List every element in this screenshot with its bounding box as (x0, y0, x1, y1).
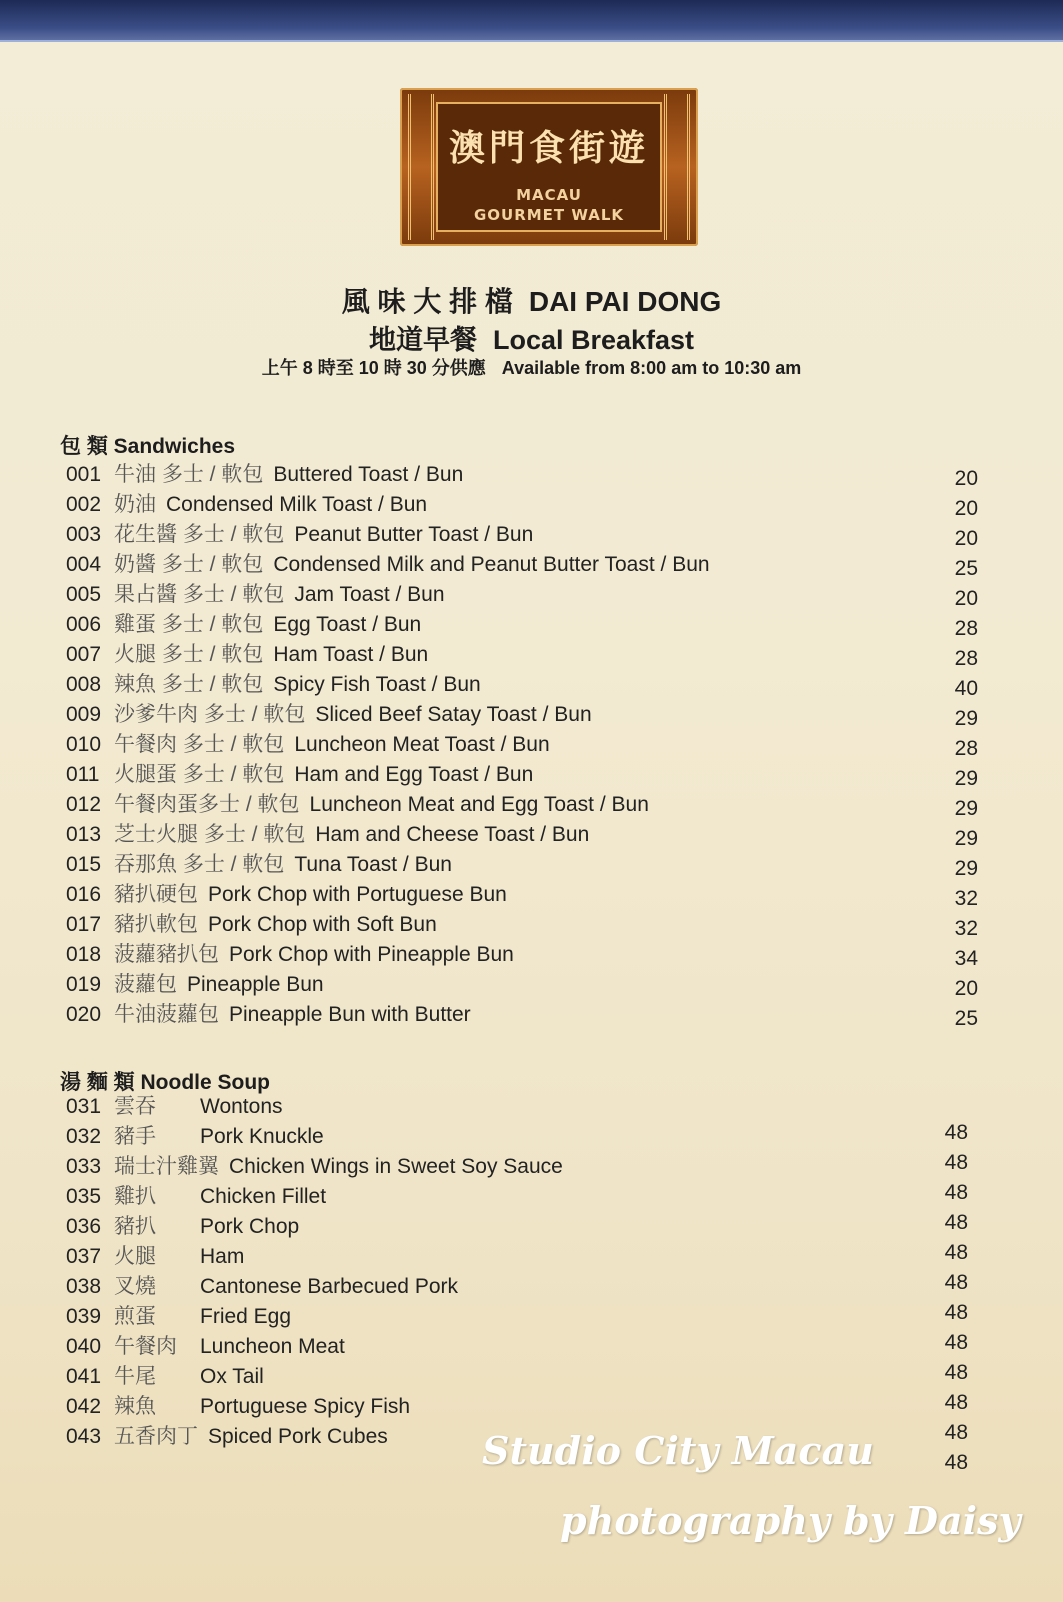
item-code: 040 (66, 1335, 102, 1358)
item-code: 038 (66, 1275, 102, 1298)
section-title-sandwiches: 包 類 Sandwiches (60, 435, 236, 458)
item-chinese-name: 煎蛋 (114, 1305, 156, 1328)
item-code: 002 (66, 493, 102, 516)
item-price: 48 (944, 1241, 968, 1264)
menu-item (66, 490, 1006, 520)
item-english-name: Peanut Butter Toast / Bun (294, 523, 534, 546)
item-price: 48 (944, 1181, 968, 1204)
item-english-name: Condensed Milk Toast / Bun (166, 493, 428, 516)
sandwich-list (66, 460, 1006, 1030)
item-code: 016 (66, 883, 102, 906)
menu-item (66, 1092, 1006, 1122)
menu-item (66, 1392, 1006, 1422)
logo-plaque (436, 102, 662, 232)
item-price: 48 (944, 1121, 968, 1144)
item-price: 48 (944, 1451, 968, 1474)
menu-item (66, 1182, 1006, 1212)
noodle-soup-list (66, 1092, 1006, 1452)
item-code: 004 (66, 553, 102, 576)
item-chinese-name: 菠蘿包 (114, 973, 177, 996)
item-code: 017 (66, 913, 102, 936)
item-english-name: Pork Chop with Pineapple Bun (229, 943, 514, 966)
item-code: 019 (66, 973, 102, 996)
menu-item (66, 580, 1006, 610)
item-code: 012 (66, 793, 102, 816)
menu-item (66, 520, 1006, 550)
item-chinese-name: 叉燒 (114, 1275, 156, 1298)
item-chinese-name: 辣魚 (114, 1395, 156, 1418)
item-chinese-name: 五香肉丁 (114, 1425, 198, 1448)
item-code: 020 (66, 1003, 102, 1026)
item-price: 28 (954, 617, 978, 640)
menu-item (66, 970, 1006, 1000)
restaurant-title (0, 280, 1063, 320)
item-chinese-name: 午餐肉 多士 / 軟包 (114, 733, 285, 756)
menu-item (66, 1272, 1006, 1302)
item-price: 25 (954, 1007, 978, 1030)
menu-item (66, 850, 1006, 880)
logo-chinese-text: 澳門食街遊 (448, 127, 649, 169)
item-price: 48 (944, 1271, 968, 1294)
item-chinese-name: 牛油菠蘿包 (114, 1003, 219, 1026)
item-chinese-name: 豬扒軟包 (114, 913, 198, 936)
item-code: 037 (66, 1245, 102, 1268)
item-code: 010 (66, 733, 102, 756)
item-english-name: Pineapple Bun (187, 973, 324, 996)
item-chinese-name: 牛尾 (114, 1365, 156, 1388)
menu-item (66, 670, 1006, 700)
item-english-name: Pork Chop (200, 1215, 300, 1238)
item-english-name: Condensed Milk and Peanut Butter Toast / Bun (273, 553, 710, 576)
item-english-name: Cantonese Barbecued Pork (200, 1275, 458, 1298)
item-price: 20 (954, 497, 978, 520)
item-code: 005 (66, 583, 102, 606)
item-english-name: Pineapple Bun with Butter (229, 1003, 471, 1026)
item-english-name: Jam Toast / Bun (294, 583, 445, 606)
item-code: 031 (66, 1095, 102, 1118)
item-english-name: Egg Toast / Bun (273, 613, 422, 636)
item-english-name: Pork Chop with Soft Bun (208, 913, 437, 936)
item-english-name: Luncheon Meat Toast / Bun (294, 733, 550, 756)
item-chinese-name: 花生醬 多士 / 軟包 (114, 523, 285, 546)
menu-item (66, 910, 1006, 940)
logo-english-line2: GOURMET WALK (473, 206, 625, 224)
item-english-name: Luncheon Meat (200, 1335, 345, 1358)
menu-item (66, 880, 1006, 910)
menu-item (66, 700, 1006, 730)
item-english-name: Ox Tail (200, 1365, 264, 1388)
item-chinese-name: 火腿 多士 / 軟包 (114, 643, 264, 666)
item-english-name: Luncheon Meat and Egg Toast / Bun (309, 793, 649, 816)
item-english-name: Ham (200, 1245, 245, 1268)
item-chinese-name: 雲吞 (114, 1095, 156, 1118)
item-code: 006 (66, 613, 102, 636)
availability-hours-en: Available from 8:00 am to 10:30 am (501, 358, 802, 378)
item-english-name: Wontons (200, 1095, 283, 1118)
menu-item (66, 760, 1006, 790)
menu-item (66, 1362, 1006, 1392)
item-english-name: Pork Chop with Portuguese Bun (208, 883, 507, 906)
menu-subtitle-en: Local Breakfast (492, 325, 695, 355)
item-price: 32 (954, 887, 978, 910)
item-price: 48 (944, 1391, 968, 1414)
item-price: 48 (944, 1301, 968, 1324)
item-chinese-name: 豬手 (114, 1125, 156, 1148)
menu-subtitle (0, 318, 1063, 357)
logo-english-line1: MACAU (516, 186, 582, 204)
item-english-name: Spicy Fish Toast / Bun (273, 673, 481, 696)
menu-item (66, 820, 1006, 850)
item-chinese-name: 辣魚 多士 / 軟包 (114, 673, 264, 696)
menu-item (66, 550, 1006, 580)
item-price: 28 (954, 647, 978, 670)
menu-item (66, 1302, 1006, 1332)
item-code: 036 (66, 1215, 102, 1238)
item-price: 29 (954, 827, 978, 850)
item-code: 033 (66, 1155, 102, 1178)
item-price: 48 (944, 1361, 968, 1384)
watermark-line1: Studio City Macau (482, 1428, 874, 1473)
availability-hours-cn: 上午 8 時至 10 時 30 分供應 (261, 358, 486, 378)
item-chinese-name: 菠蘿豬扒包 (114, 943, 219, 966)
item-price: 20 (954, 587, 978, 610)
item-price: 32 (954, 917, 978, 940)
menu-item (66, 1212, 1006, 1242)
item-english-name: Ham and Cheese Toast / Bun (315, 823, 590, 846)
noodle-price-column (928, 1118, 968, 1478)
item-chinese-name: 雞蛋 多士 / 軟包 (114, 613, 264, 636)
menu-item (66, 1000, 1006, 1030)
item-english-name: Ham Toast / Bun (273, 643, 429, 666)
item-chinese-name: 奶油 (114, 493, 156, 516)
item-code: 001 (66, 463, 102, 486)
item-code: 013 (66, 823, 102, 846)
item-code: 042 (66, 1395, 102, 1418)
logo-ornament-right (664, 94, 690, 240)
menu-item (66, 940, 1006, 970)
menu-item (66, 1152, 1006, 1182)
item-chinese-name: 奶醬 多士 / 軟包 (114, 553, 264, 576)
item-chinese-name: 牛油 多士 / 軟包 (114, 463, 264, 486)
restaurant-title-cn: 風 味 大 排 檔 (341, 286, 513, 317)
item-english-name: Portuguese Spicy Fish (200, 1395, 411, 1418)
item-code: 008 (66, 673, 102, 696)
menu-item (66, 730, 1006, 760)
item-chinese-name: 火腿 (114, 1245, 156, 1268)
sandwich-price-column (938, 464, 978, 1034)
menu-item (66, 1122, 1006, 1152)
item-code: 035 (66, 1185, 102, 1208)
item-price: 29 (954, 797, 978, 820)
item-code: 043 (66, 1425, 102, 1448)
item-english-name: Ham and Egg Toast / Bun (294, 763, 534, 786)
restaurant-title-en: DAI PAI DONG (528, 286, 722, 317)
menu-item (66, 790, 1006, 820)
item-chinese-name: 雞扒 (114, 1185, 156, 1208)
availability-hours (0, 354, 1063, 380)
item-chinese-name: 豬扒硬包 (114, 883, 198, 906)
item-chinese-name: 豬扒 (114, 1215, 156, 1238)
item-price: 28 (954, 737, 978, 760)
item-english-name: Tuna Toast / Bun (294, 853, 452, 876)
item-english-name: Spiced Pork Cubes (208, 1425, 388, 1448)
item-price: 48 (944, 1211, 968, 1234)
item-price: 20 (954, 977, 978, 1000)
logo-ornament-left (408, 94, 434, 240)
item-code: 011 (66, 763, 100, 786)
item-price: 25 (954, 557, 978, 580)
item-chinese-name: 火腿蛋 多士 / 軟包 (114, 763, 285, 786)
item-code: 039 (66, 1305, 102, 1328)
item-english-name: Chicken Fillet (200, 1185, 327, 1208)
item-price: 29 (954, 857, 978, 880)
menu-item (66, 1332, 1006, 1362)
item-english-name: Chicken Wings in Sweet Soy Sauce (229, 1155, 563, 1178)
item-price: 48 (944, 1151, 968, 1174)
item-code: 009 (66, 703, 102, 726)
item-code: 041 (66, 1365, 102, 1388)
item-chinese-name: 果占醬 多士 / 軟包 (114, 583, 285, 606)
menu-item (66, 1242, 1006, 1272)
item-code: 003 (66, 523, 102, 546)
menu-item (66, 610, 1006, 640)
item-code: 007 (66, 643, 102, 666)
item-chinese-name: 午餐肉蛋多士 / 軟包 (114, 793, 300, 816)
item-price: 29 (954, 767, 978, 790)
item-code: 032 (66, 1125, 102, 1148)
item-price: 48 (944, 1331, 968, 1354)
item-english-name: Sliced Beef Satay Toast / Bun (315, 703, 592, 726)
item-price: 20 (954, 467, 978, 490)
item-english-name: Fried Egg (200, 1305, 292, 1328)
item-english-name: Buttered Toast / Bun (273, 463, 464, 486)
item-chinese-name: 沙爹牛肉 多士 / 軟包 (114, 703, 306, 726)
item-price: 34 (954, 947, 978, 970)
item-code: 015 (66, 853, 102, 876)
menu-subtitle-cn: 地道早餐 (368, 325, 477, 355)
section-title-noodle-soup: 湯 麵 類 Noodle Soup (60, 1071, 270, 1094)
macau-gourmet-walk-logo (400, 88, 698, 246)
menu-item (66, 640, 1006, 670)
item-price: 40 (954, 677, 978, 700)
item-chinese-name: 瑞士汁雞翼 (114, 1155, 219, 1178)
menu-item (66, 460, 1006, 490)
item-price: 29 (954, 707, 978, 730)
item-price: 48 (944, 1421, 968, 1444)
watermark-line2: photography by Daisy (560, 1498, 1021, 1543)
item-chinese-name: 午餐肉 (114, 1335, 177, 1358)
item-chinese-name: 芝士火腿 多士 / 軟包 (114, 823, 306, 846)
item-chinese-name: 吞那魚 多士 / 軟包 (114, 853, 285, 876)
item-price: 20 (954, 527, 978, 550)
item-english-name: Pork Knuckle (200, 1125, 324, 1148)
item-code: 018 (66, 943, 102, 966)
